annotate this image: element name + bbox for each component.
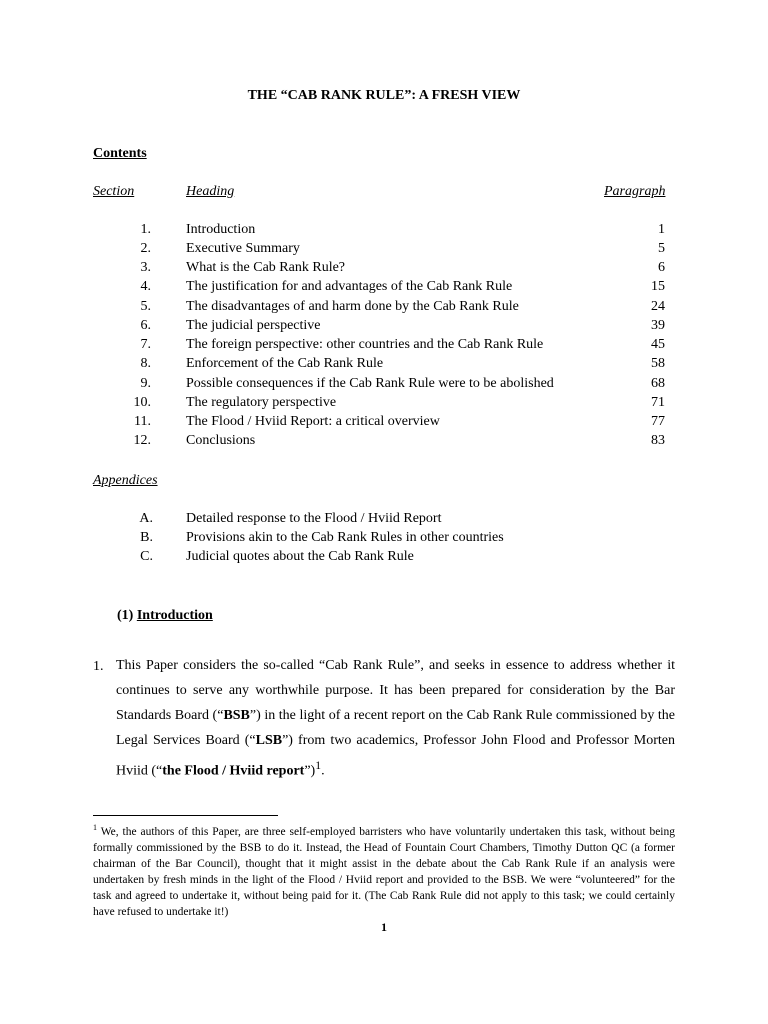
toc-row	[0, 279, 768, 298]
document-title: THE “CAB RANK RULE”: A FRESH VIEW	[247, 88, 521, 103]
report-term: the Flood / Hviid report	[162, 763, 305, 779]
toc-row	[0, 318, 768, 337]
toc-row	[0, 356, 768, 375]
toc-number: 8.	[140, 356, 151, 371]
toc-paragraph: 45	[651, 337, 665, 352]
appendix-letter: A.	[139, 511, 153, 526]
toc-paragraph: 6	[658, 260, 665, 275]
toc-number: 1.	[140, 222, 151, 237]
paragraph-text: ”) in the light of a recent report on the Cab Rank Rule commissioned by the Legal Services Board (“	[116, 708, 675, 748]
footnote-marker: 1	[93, 823, 97, 832]
toc-row	[0, 222, 768, 241]
toc-heading: What is the Cab Rank Rule?	[186, 260, 346, 275]
toc-row	[0, 299, 768, 318]
toc-number: 12.	[133, 433, 151, 448]
appendix-heading: Judicial quotes about the Cab Rank Rule	[186, 549, 414, 564]
appendix-row	[0, 549, 768, 568]
paragraph-text: ”)	[304, 763, 316, 779]
toc-number: 10.	[133, 395, 151, 410]
appendix-heading: Detailed response to the Flood / Hviid Report	[186, 511, 442, 526]
footnote-text: We, the authors of this Paper, are three self-employed barristers who have voluntarily undertaken this task, without being formally commissioned by the BSB to do it. Instead, the Head of Fountain Court Chambers, Timothy Dutton QC (a former chairman of the Bar Council), thought that it might assist in the debate about the Cab Rank Rule if an analysis were undertaken by fresh minds in the light of the Flood / Hviid report and provided to the BSB. We were “volunteered” for the task and agreed to undertake it, without being paid for it. (The Cab Rank Rule did not apply to this task; we could certainly have refused to undertake it!)	[93, 825, 675, 918]
appendix-row	[0, 511, 768, 530]
toc-paragraph: 77	[651, 414, 665, 429]
appendix-heading: Provisions akin to the Cab Rank Rules in other countries	[186, 530, 504, 545]
toc-row	[0, 433, 768, 452]
section-label: Introduction	[136, 608, 213, 623]
appendices-heading: Appendices	[93, 473, 158, 488]
appendix-letter: B.	[140, 530, 153, 545]
toc-paragraph: 1	[658, 222, 665, 237]
toc-number: 6.	[140, 318, 151, 333]
toc-heading: The Flood / Hviid Report: a critical overview	[186, 414, 440, 429]
toc-heading: Conclusions	[186, 433, 256, 448]
toc-heading: The foreign perspective: other countries and the Cab Rank Rule	[186, 337, 544, 352]
toc-row	[0, 260, 768, 279]
toc-number: 3.	[140, 260, 151, 275]
toc-row	[0, 337, 768, 356]
toc-paragraph: 71	[651, 395, 665, 410]
toc-number: 9.	[140, 376, 151, 391]
toc-number: 4.	[140, 279, 151, 294]
paragraph-text: This Paper considers the so-called “Cab Rank Rule”, and seeks in essence to address whether it continues to serve any worthwhile purpose. It has been prepared for consideration by the Bar Standards Board (“	[116, 658, 675, 723]
toc-paragraph: 5	[658, 241, 665, 256]
toc-heading: Introduction	[186, 222, 256, 237]
toc-paragraph: 83	[651, 433, 665, 448]
paragraph-number: 1.	[93, 659, 104, 674]
section-column-header: Section	[93, 184, 135, 199]
toc-row	[0, 414, 768, 433]
toc-heading: The judicial perspective	[186, 318, 321, 333]
paragraph-text: ”) from two academics, Professor John Flood and Professor Morten Hviid (“	[116, 733, 675, 779]
toc-heading: Possible consequences if the Cab Rank Rule were to be abolished	[186, 376, 554, 391]
page-number: 1	[381, 920, 387, 934]
section-heading-introduction	[117, 608, 213, 624]
contents-heading: Contents	[93, 146, 147, 161]
bsb-term: BSB	[223, 708, 250, 723]
toc-number: 11.	[134, 414, 151, 429]
toc-number: 5.	[140, 299, 151, 314]
paragraph-column-header: Paragraph	[604, 184, 666, 199]
section-number: (1)	[117, 608, 134, 623]
footnote-reference[interactable]: 1	[315, 759, 322, 772]
toc-number: 2.	[140, 241, 151, 256]
toc-paragraph: 24	[651, 299, 665, 314]
footnote-divider	[93, 815, 278, 816]
toc-heading: The regulatory perspective	[186, 395, 337, 410]
appendix-row	[0, 530, 768, 549]
toc-heading: Executive Summary	[186, 241, 300, 256]
toc-heading: The disadvantages of and harm done by the Cab Rank Rule	[186, 299, 519, 314]
toc-row	[0, 376, 768, 395]
toc-paragraph: 39	[651, 318, 665, 333]
toc-row	[0, 395, 768, 414]
toc-number: 7.	[140, 337, 151, 352]
footnote	[93, 820, 675, 920]
toc-heading: Enforcement of the Cab Rank Rule	[186, 356, 384, 371]
lsb-term: LSB	[255, 733, 283, 748]
paragraph-text: .	[321, 763, 325, 779]
toc-paragraph: 58	[651, 356, 665, 371]
toc-paragraph: 15	[651, 279, 665, 294]
paragraph-body	[116, 653, 675, 784]
appendix-letter: C.	[140, 549, 153, 564]
heading-column-header: Heading	[186, 184, 235, 199]
toc-heading: The justification for and advantages of the Cab Rank Rule	[186, 279, 513, 294]
toc-paragraph: 68	[651, 376, 665, 391]
toc-row	[0, 241, 768, 260]
